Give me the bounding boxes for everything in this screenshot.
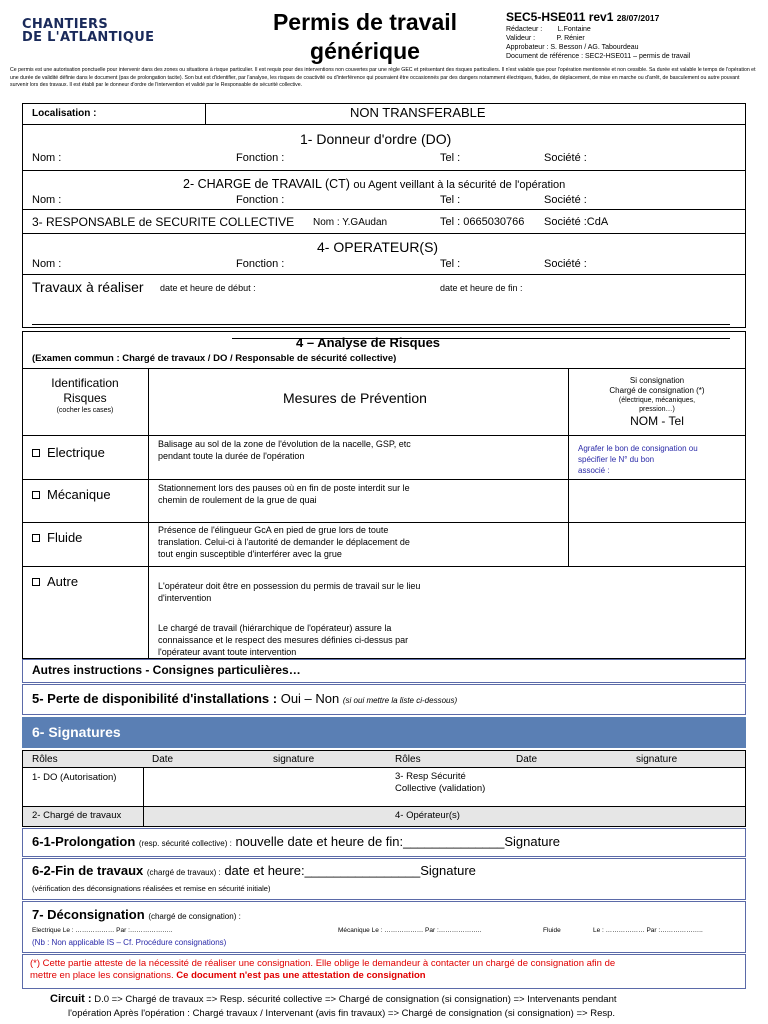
travaux-fin: date et heure de fin : <box>440 283 523 293</box>
op-nom: Nom : <box>32 258 62 270</box>
checkbox-electrique[interactable] <box>32 449 40 457</box>
circuit-line1-text: D.0 => Chargé de travaux => Resp. sécurité collective => Chargé de consignation (si consignation) => Intervenants pendant <box>94 994 617 1005</box>
do-nom: Nom : <box>32 152 62 164</box>
document-title <box>240 8 490 66</box>
col3-line2: Chargé de consignation (*) <box>609 386 705 395</box>
measure-1-line1: Balisage au sol de la zone de l'évolution de la nacelle, GSP, etc <box>158 439 411 449</box>
fin-text: date et heure: <box>224 863 305 878</box>
col3-line3: (électrique, mécaniques, <box>618 397 696 404</box>
note-line2 <box>30 970 615 982</box>
sig-header-signature-1: signature <box>273 754 315 765</box>
col1-line3: (cocher les cases) <box>56 407 114 414</box>
role-do: 1- DO (Autorisation) <box>32 772 117 783</box>
travaux-write-line <box>32 324 730 325</box>
perte-label: 5- Perte de disponibilité d'installations : <box>32 691 278 706</box>
checkbox-mecanique[interactable] <box>32 491 40 499</box>
fin-small: (chargé de travaux) : <box>146 868 221 877</box>
rsc-societe: Société :CdA <box>544 216 609 228</box>
travaux-label: Travaux à réaliser <box>32 279 144 295</box>
measure-5 <box>158 622 408 658</box>
document-reference-block <box>506 10 766 61</box>
op-societe: Société : <box>544 258 587 270</box>
deconsignation-small: (chargé de consignation) : <box>148 912 241 921</box>
sig-header-roles-2: Rôles <box>395 754 421 765</box>
circuit-line1 <box>50 992 617 1007</box>
analysis-subtitle: (Examen commun : Chargé de travaux / DO / Responsable de sécurité collective) <box>32 353 397 364</box>
measure-1-line2: pendant toute la durée de l'opération <box>158 451 305 461</box>
intro-paragraph: Ce permis est une autorisation ponctuelle pour intervenir dans des zones ou situations à risque particulier. Il est requis pour des interventions non couvertes par une règle GEC et présentant des risques particuliers. Il n'est valable que pour l'opération mentionnée et non cessible. Sa durée est valable le temps de l'opération et une durée de validité définie dans le document (pas de prolongation tacite). Son but est d'identifier, par l'analyse, les risques de coactivité ou d'interférence qui pourraient être occasionnés par des dangers notamment électriques, fluides, de déplacement, de mise en marche ou d'arrêt, de basculement ou autre pouvant survenir lors des travaux. Il est établi par le donneur d'ordre de l'intervention et validé par le Responsable de sécurité collective. <box>10 67 756 89</box>
redacteur: Rédacteur : L.Fontaine <box>506 26 591 33</box>
doc-code: SEC5-HSE011 rev1 <box>506 10 614 24</box>
sig-header-date-1: Date <box>152 754 174 765</box>
perte-note: (si oui mettre la liste ci-dessous) <box>342 696 458 705</box>
do-tel: Tel : <box>440 152 461 164</box>
fin-verification: (vérification des déconsignations réalisées et remise en sécurité initiale) <box>32 884 271 893</box>
rsc-tel: Tel : 0665030766 <box>440 216 525 228</box>
measure-3 <box>158 524 410 560</box>
circuit <box>50 992 617 1021</box>
consignation-note <box>30 958 615 982</box>
company-logo <box>22 18 154 44</box>
measure-5-line3: l'opérateur avant toute intervention <box>158 647 297 657</box>
measure-2 <box>158 482 410 506</box>
logo-line1: CHANTIERS <box>22 17 109 32</box>
col-consignation-header <box>568 376 746 429</box>
risk-fluide[interactable] <box>32 530 82 545</box>
deconsign-fluide: Fluide <box>543 927 561 934</box>
reference-doc: Document de référence : SEC2-HSE011 – permis de travail <box>506 53 691 60</box>
sig-header-roles-1: Rôles <box>32 754 58 765</box>
prolongation-small: (resp. sécurité collective) : <box>138 839 232 848</box>
ct-tel: Tel : <box>440 194 461 206</box>
op-tel: Tel : <box>440 258 461 270</box>
rsc-nom: Nom : Y.GAudan <box>313 217 388 228</box>
analysis-title: 4 – Analyse de Risques <box>296 335 441 350</box>
prolongation-label: 6-1-Prolongation <box>32 834 136 849</box>
localisation-label: Localisation : <box>32 108 97 119</box>
col3-line4: pression…) <box>639 406 675 413</box>
do-societe: Société : <box>544 152 587 164</box>
role-op: 4- Opérateur(s) <box>395 810 460 821</box>
risk-electrique[interactable] <box>32 445 105 460</box>
measure-1 <box>158 438 411 462</box>
perte-value[interactable]: Oui – Non <box>280 691 340 706</box>
ct-societe: Société : <box>544 194 587 206</box>
note-line1: (*) Cette partie atteste de la nécessité de réaliser une consignation. Elle oblige le demandeur à contacter un chargé de consignation afin de <box>30 958 616 969</box>
perte-line <box>32 691 457 706</box>
fin-signature: Signature <box>420 863 476 878</box>
valideur: Valideur : P. Rénier <box>506 35 585 42</box>
sig-header-signature-2: signature <box>636 754 678 765</box>
prolongation-text: nouvelle date et heure de fin: <box>235 834 404 849</box>
deconsign-fluide-le[interactable]: Le : ……………… Par :……………….. <box>593 927 703 934</box>
do-fonction: Fonction : <box>236 152 285 164</box>
note-line2a: mettre en place les consignations. <box>30 970 174 981</box>
prolongation-blank[interactable]: ______________ <box>403 834 505 849</box>
risk-autre[interactable] <box>32 574 78 589</box>
travaux-debut: date et heure de début : <box>160 283 256 293</box>
circuit-label: Circuit : <box>50 993 92 1005</box>
col-mesures-header: Mesures de Prévention <box>283 390 427 406</box>
consign-line1: Agrafer le bon de consignation ou <box>578 444 698 453</box>
title-line2: générique <box>310 38 420 64</box>
circuit-line2: l'opération Après l'opération : Chargé travaux / Intervenant (avis fin travaux) => Chargé de consignation (si consignation) => Resp. <box>68 1008 616 1019</box>
logo-line2: DE L'ATLANTIQUE <box>22 30 155 45</box>
deconsign-nb: (Nb : Non applicable IS – Cf. Procédure consignations) <box>32 938 227 947</box>
fin-blank[interactable]: ________________ <box>304 863 421 878</box>
role-ct: 2- Chargé de travaux <box>32 810 122 821</box>
measure-5-line1: Le chargé de travail (hiérarchique de l'opérateur) assure la <box>158 623 392 633</box>
title-line1: Permis de travail <box>272 9 458 35</box>
ct-title-rest: ou Agent veillant à la sécurité de l'opération <box>353 179 566 191</box>
autres-instructions: Autres instructions - Consignes particulières… <box>32 663 301 677</box>
ct-nom: Nom : <box>32 194 62 206</box>
fin-line <box>32 863 476 878</box>
approbateur: Approbateur : S. Besson / AG. Tabourdeau <box>506 44 639 51</box>
prolongation-line <box>32 834 560 849</box>
risk-mecanique[interactable] <box>32 487 111 502</box>
doc-date: 28/07/2017 <box>616 13 660 23</box>
ct-title <box>183 177 565 191</box>
deconsignation-line <box>32 907 241 922</box>
role-rsc-line1: 3- Resp Sécurité <box>395 771 466 782</box>
measure-4-line1: L'opérateur doit être en possession du permis de travail sur le lieu <box>158 581 421 591</box>
measure-4-line2: d'intervention <box>158 593 212 603</box>
risk-electrique-label: Electrique <box>47 445 105 460</box>
deconsign-mecanique[interactable]: Mécanique Le : ……………… Par :……………….. <box>338 927 482 934</box>
risk-fluide-label: Fluide <box>47 530 83 545</box>
doc-code-line <box>506 10 766 25</box>
measure-3-line1: Présence de l'élingueur GcA en pied de grue lors de toute <box>158 525 389 535</box>
deconsign-electrique[interactable]: Electrique Le : ……………… Par :……………….. <box>32 927 173 934</box>
measure-2-line2: chemin de roulement de la grue de quai <box>158 495 317 505</box>
risk-mecanique-label: Mécanique <box>47 487 111 502</box>
col1-line2: Risques <box>63 391 107 405</box>
measure-3-line2: translation. Celui-ci à l'autorité de demander le déplacement de <box>158 537 410 547</box>
non-transferable: NON TRANSFERABLE <box>350 105 486 120</box>
checkbox-fluide[interactable] <box>32 534 40 542</box>
ct-fonction: Fonction : <box>236 194 285 206</box>
col3-line1: Si consignation <box>629 376 685 385</box>
op-title: 4- OPERATEUR(S) <box>317 239 439 255</box>
checkbox-autre[interactable] <box>32 578 40 586</box>
role-rsc <box>395 771 485 795</box>
ct-title-main: 2- CHARGE de TRAVAIL (CT) <box>183 177 350 191</box>
measure-2-line1: Stationnement lors des pauses où en fin de poste interdit sur le <box>158 483 410 493</box>
measure-3-line3: tout engin susceptible d'interférer avec la grue <box>158 549 342 559</box>
consignation-instruction <box>578 443 698 476</box>
do-title: 1- Donneur d'ordre (DO) <box>300 131 452 147</box>
measure-5-line2: connaissance et le respect des mesures définies ci-dessus par <box>158 635 409 645</box>
col1-line1: Identification <box>51 376 119 390</box>
risk-autre-label: Autre <box>47 574 79 589</box>
consign-line3: associé : <box>578 466 610 475</box>
op-fonction: Fonction : <box>236 258 285 270</box>
role-rsc-line2: Collective (validation) <box>395 783 486 794</box>
note-line2b: Ce document n'est pas une attestation de consignation <box>176 970 426 981</box>
prolongation-signature: Signature <box>504 834 561 849</box>
measure-4 <box>158 580 420 604</box>
sig-header-date-2: Date <box>516 754 538 765</box>
deconsignation-label: 7- Déconsignation <box>32 907 145 922</box>
fin-label: 6-2-Fin de travaux <box>32 863 144 878</box>
col-identification-header <box>22 376 148 416</box>
col3-line5: NOM - Tel <box>630 414 684 428</box>
signatures-header: 6- Signatures <box>22 717 746 748</box>
rsc-title: 3- RESPONSABLE de SECURITE COLLECTIVE <box>32 215 295 229</box>
consign-line2: spécifier le N° du bon <box>578 455 655 464</box>
